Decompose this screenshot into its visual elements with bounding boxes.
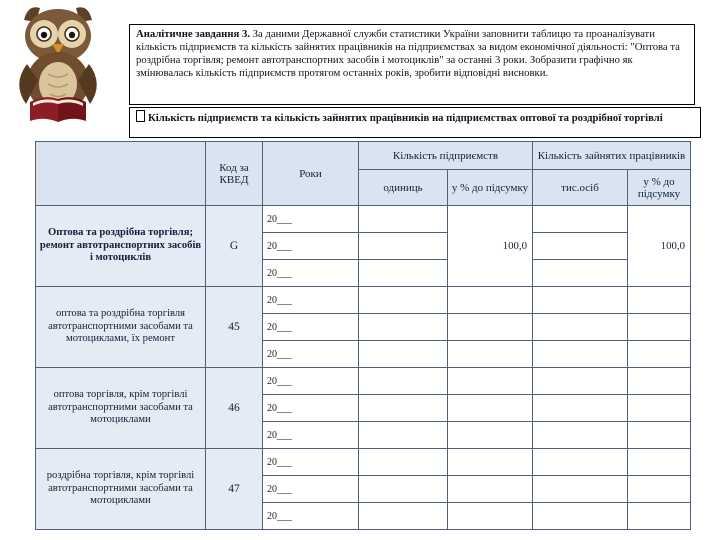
units-cell: [359, 449, 448, 476]
table-caption-text: Кількість підприємств та кількість зайнятих працівників на підприємствах оптової та роздрібної торгівлі: [148, 112, 663, 124]
units-cell: [359, 233, 448, 260]
thousand-persons-cell: [533, 206, 628, 233]
pct-employees-total-cell: 100,0: [628, 206, 691, 287]
pct-enterprises-cell: [448, 503, 533, 530]
year-cell: 20___: [263, 422, 359, 449]
thousand-persons-cell: [533, 368, 628, 395]
header-enterprises-group: Кількість підприємств: [359, 142, 533, 170]
units-cell: [359, 206, 448, 233]
pct-employees-cell: [628, 449, 691, 476]
pct-employees-cell: [628, 314, 691, 341]
pct-employees-cell: [628, 341, 691, 368]
year-cell: 20___: [263, 503, 359, 530]
pct-enterprises-cell: [448, 422, 533, 449]
thousand-persons-cell: [533, 395, 628, 422]
year-cell: 20___: [263, 206, 359, 233]
pct-enterprises-total-cell: 100,0: [448, 206, 533, 287]
thousand-persons-cell: [533, 476, 628, 503]
header-kved: Код за КВЕД: [206, 142, 263, 206]
header-pct-enterprises: у % до підсумку: [448, 170, 533, 206]
thousand-persons-cell: [533, 233, 628, 260]
pct-employees-cell: [628, 476, 691, 503]
year-cell: 20___: [263, 314, 359, 341]
row-label-45: оптова та роздрібна торгівля автотранспортними засобами та мотоциклами, їх ремонт: [36, 287, 206, 368]
task-body-text: За даними Державної служби статистики України заповнити таблицю та проаналізувати кількість підприємств та кількість зайнятих працівників на підприємствах за видом економічної діяльності: "Оптова та роздрібна торгівля; ремонт автотранспортних засобів і мотоциклів" за останні 3 роки. Зобразити графічно як змінювалась кількість підприємств протягом останніх років, зробити відповідні висновки.: [136, 28, 680, 80]
table-row: [36, 206, 691, 233]
units-cell: [359, 314, 448, 341]
table-row: [36, 368, 691, 395]
year-cell: 20___: [263, 368, 359, 395]
pct-employees-cell: [628, 395, 691, 422]
thousand-persons-cell: [533, 314, 628, 341]
owl-clipart-image: [4, 2, 114, 126]
table-row: [36, 449, 691, 476]
header-employees-group: Кількість зайнятих працівників: [533, 142, 691, 170]
pct-enterprises-cell: [448, 449, 533, 476]
year-cell: 20___: [263, 233, 359, 260]
units-cell: [359, 476, 448, 503]
year-cell: 20___: [263, 260, 359, 287]
table-caption-box: [129, 107, 701, 138]
header-pct-employees: у % до підсумку: [628, 170, 691, 206]
kved-code-46: 46: [206, 368, 263, 449]
header-units: одиниць: [359, 170, 448, 206]
row-label-g: Оптова та роздрібна торгівля; ремонт автотранспортних засобів і мотоциклів: [36, 206, 206, 287]
row-label-47: роздрібна торгівля, крім торгівлі автотранспортними засобами та мотоциклами: [36, 449, 206, 530]
row-label-46: оптова торгівля, крім торгівлі автотранспортними засобами та мотоциклами: [36, 368, 206, 449]
header-thousand-persons: тис.осіб: [533, 170, 628, 206]
kved-code-47: 47: [206, 449, 263, 530]
table-row: [36, 287, 691, 314]
pct-employees-cell: [628, 422, 691, 449]
task-description-box: [129, 24, 695, 105]
task-title: Аналітичне завдання 3.: [136, 28, 250, 40]
units-cell: [359, 341, 448, 368]
pct-enterprises-cell: [448, 287, 533, 314]
year-cell: 20___: [263, 449, 359, 476]
thousand-persons-cell: [533, 503, 628, 530]
kved-code-45: 45: [206, 287, 263, 368]
units-cell: [359, 503, 448, 530]
thousand-persons-cell: [533, 341, 628, 368]
missing-glyph-box: [136, 110, 145, 122]
thousand-persons-cell: [533, 422, 628, 449]
pct-enterprises-cell: [448, 368, 533, 395]
statistics-table: [35, 141, 691, 530]
units-cell: [359, 395, 448, 422]
year-cell: 20___: [263, 287, 359, 314]
year-cell: 20___: [263, 395, 359, 422]
kved-code-g: G: [206, 206, 263, 287]
pct-employees-cell: [628, 287, 691, 314]
pct-enterprises-cell: [448, 476, 533, 503]
year-cell: 20___: [263, 341, 359, 368]
header-years: Роки: [263, 142, 359, 206]
pct-enterprises-cell: [448, 395, 533, 422]
units-cell: [359, 260, 448, 287]
pct-employees-cell: [628, 503, 691, 530]
thousand-persons-cell: [533, 287, 628, 314]
year-cell: 20___: [263, 476, 359, 503]
pct-employees-cell: [628, 368, 691, 395]
corner-cell: [36, 142, 206, 206]
units-cell: [359, 422, 448, 449]
units-cell: [359, 368, 448, 395]
pct-enterprises-cell: [448, 341, 533, 368]
pct-enterprises-cell: [448, 314, 533, 341]
owl-illustration: [4, 2, 112, 126]
thousand-persons-cell: [533, 449, 628, 476]
units-cell: [359, 287, 448, 314]
thousand-persons-cell: [533, 260, 628, 287]
